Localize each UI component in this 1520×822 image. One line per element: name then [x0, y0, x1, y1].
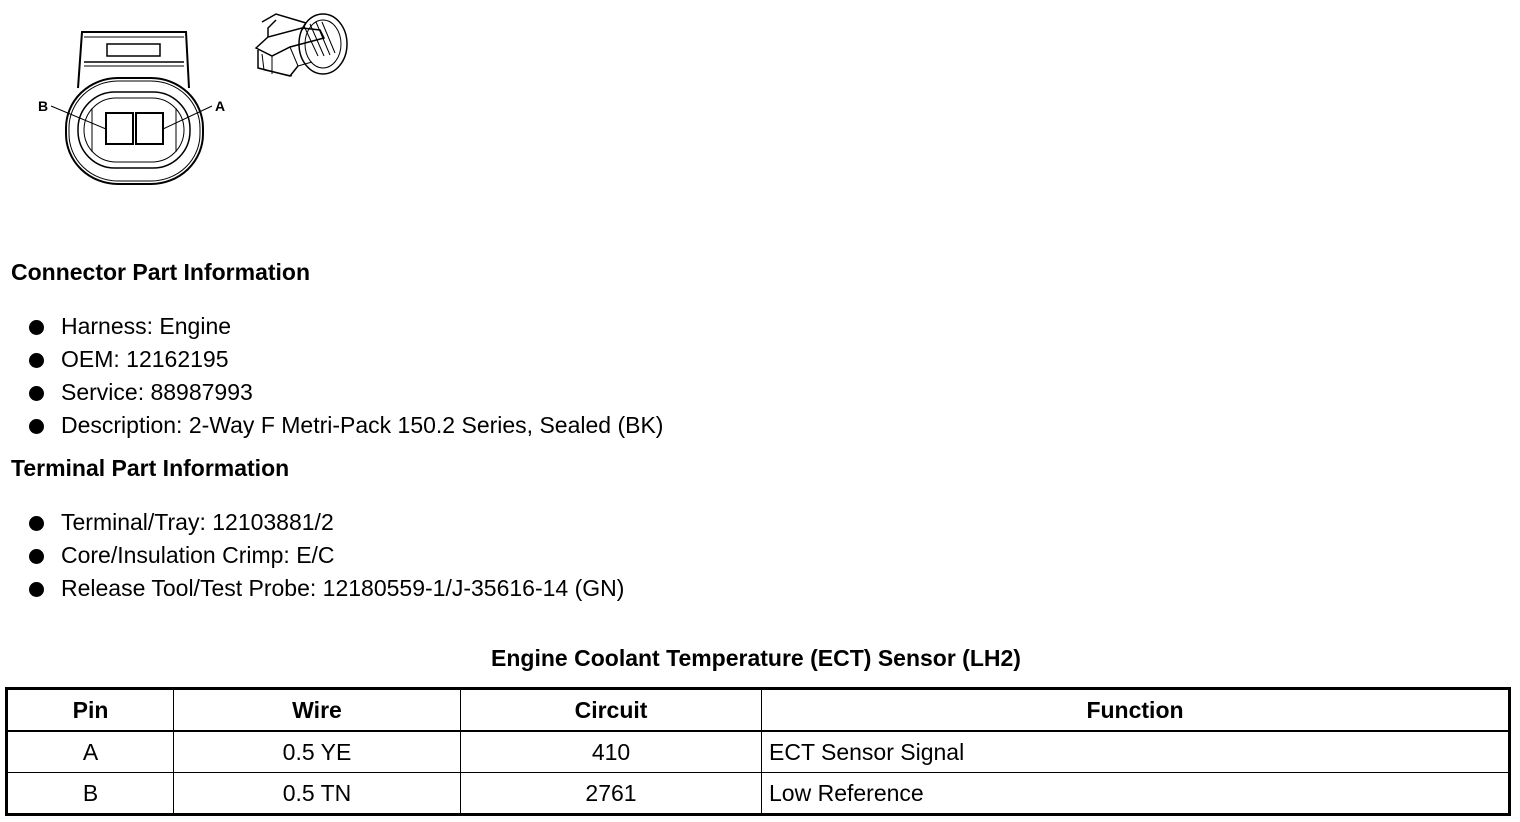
list-item [0, 539, 624, 572]
pin-cell: A [7, 731, 174, 773]
column-header-pin: Pin [7, 689, 174, 732]
wire-cell: 0.5 TN [174, 773, 461, 815]
terminal-part-info-heading: Terminal Part Information [11, 455, 290, 481]
pin-label-b: B [38, 98, 49, 114]
list-item [0, 506, 624, 539]
bullet-icon [29, 582, 44, 597]
circuit-cell: 2761 [461, 773, 762, 815]
bullet-icon [29, 320, 44, 335]
connector-illustration [0, 0, 380, 200]
column-header-function: Function [762, 689, 1510, 732]
connector-face-diagram [51, 32, 212, 184]
function-cell: ECT Sensor Signal [762, 731, 1510, 773]
table-row [7, 773, 1510, 815]
harness-info: Harness: Engine [61, 313, 232, 339]
connector-part-info-heading: Connector Part Information [11, 259, 311, 285]
bullet-icon [29, 386, 44, 401]
bullet-icon [29, 516, 44, 531]
list-item [0, 376, 663, 409]
list-item [0, 310, 663, 343]
table-header-row [7, 689, 1510, 732]
bullet-icon [29, 549, 44, 564]
pinout-table [5, 687, 1511, 816]
pin-cell: B [7, 773, 174, 815]
service-info: Service: 88987993 [61, 379, 253, 405]
table-row [7, 731, 1510, 773]
terminal-tray-info: Terminal/Tray: 12103881/2 [61, 509, 334, 535]
pin-label-a: A [215, 98, 226, 114]
column-header-wire: Wire [174, 689, 461, 732]
crimp-info: Core/Insulation Crimp: E/C [61, 542, 335, 568]
list-item [0, 572, 624, 605]
connector-perspective-diagram [256, 14, 347, 76]
circuit-cell: 410 [461, 731, 762, 773]
description-info: Description: 2-Way F Metri-Pack 150.2 Series, Sealed (BK) [61, 412, 664, 438]
release-tool-info: Release Tool/Test Probe: 12180559-1/J-35616-14 (GN) [61, 575, 625, 601]
column-header-circuit: Circuit [461, 689, 762, 732]
oem-info: OEM: 12162195 [61, 346, 229, 372]
bullet-icon [29, 419, 44, 434]
pinout-table-title: Engine Coolant Temperature (ECT) Sensor (LH2) [491, 645, 1021, 671]
wire-cell: 0.5 YE [174, 731, 461, 773]
function-cell: Low Reference [762, 773, 1510, 815]
connector-part-info-list [0, 310, 663, 442]
terminal-part-info-list [0, 506, 624, 605]
bullet-icon [29, 353, 44, 368]
list-item [0, 343, 663, 376]
list-item [0, 409, 663, 442]
